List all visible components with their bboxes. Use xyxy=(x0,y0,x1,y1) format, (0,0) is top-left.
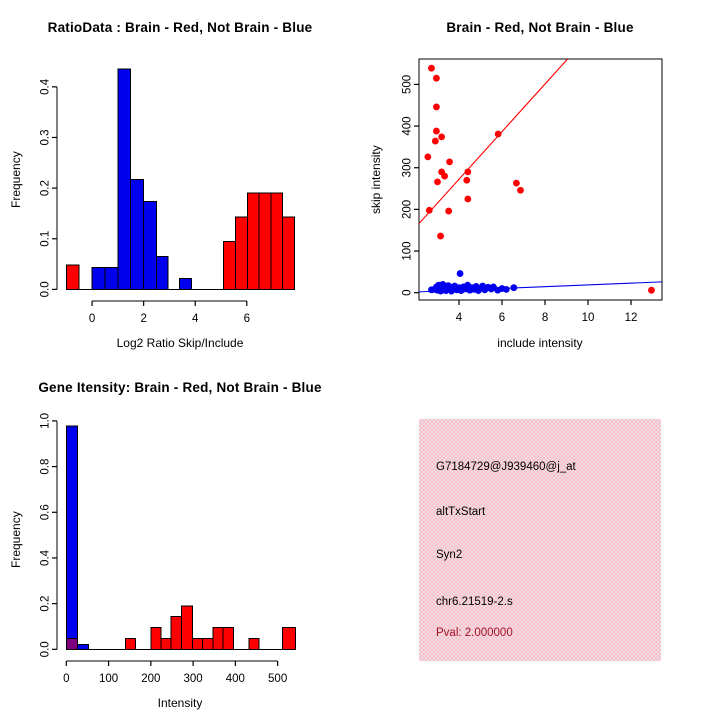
gene-intensity-histogram-xlabel: Intensity xyxy=(157,696,203,710)
svg-text:0.4: 0.4 xyxy=(39,78,52,95)
svg-text:300: 300 xyxy=(401,158,414,178)
svg-text:4: 4 xyxy=(455,312,463,324)
svg-text:500: 500 xyxy=(401,74,414,95)
svg-text:10: 10 xyxy=(581,312,595,324)
gene-info-box xyxy=(419,419,661,661)
svg-text:0.4: 0.4 xyxy=(39,549,52,566)
gene-pvalue: Pval: 2.000000 xyxy=(436,627,513,639)
panel-ratio-histogram xyxy=(0,0,360,360)
ratio-histogram-title: RatioData : Brain - Red, Not Brain - Blue xyxy=(47,20,313,35)
gene-probe-id: G7184729@J939460@j_at xyxy=(436,461,576,473)
svg-text:0.1: 0.1 xyxy=(39,230,52,247)
gene-locus: chr6.21519-2.s xyxy=(436,596,513,608)
svg-text:1.0: 1.0 xyxy=(39,412,52,429)
svg-text:2: 2 xyxy=(140,313,147,325)
svg-text:300: 300 xyxy=(183,673,203,685)
histogram-bars xyxy=(66,426,295,649)
ratio-histogram-ylabel: Frequency xyxy=(9,151,23,209)
panel-intensity-scatter xyxy=(360,0,720,360)
svg-text:200: 200 xyxy=(401,199,414,219)
gene-event-type: altTxStart xyxy=(436,506,486,518)
svg-text:100: 100 xyxy=(401,241,414,261)
histogram-bars xyxy=(66,69,294,289)
svg-text:500: 500 xyxy=(268,673,288,685)
scatter-points-blue xyxy=(428,270,517,294)
svg-text:0.3: 0.3 xyxy=(39,129,52,146)
intensity-scatter-plot xyxy=(360,0,720,360)
panel-gene-intensity-histogram xyxy=(0,360,360,720)
ratio-histogram-plot xyxy=(0,0,360,360)
svg-text:8: 8 xyxy=(541,312,549,324)
intensity-scatter-title: Brain - Red, Not Brain - Blue xyxy=(446,20,634,35)
svg-text:4: 4 xyxy=(192,313,199,325)
ratio-histogram-xlabel: Log2 Ratio Skip/Include xyxy=(116,336,244,350)
gene-intensity-histogram-title: Gene Itensity: Brain - Red, Not Brain - Blue xyxy=(38,380,322,395)
gene-symbol: Syn2 xyxy=(436,549,463,561)
svg-text:12: 12 xyxy=(624,312,638,324)
svg-text:0: 0 xyxy=(63,673,70,685)
svg-text:200: 200 xyxy=(141,673,161,685)
svg-text:0.8: 0.8 xyxy=(39,458,52,475)
gene-intensity-histogram-ylabel: Frequency xyxy=(9,511,23,569)
intensity-scatter-ylabel: skip intensity xyxy=(369,145,383,215)
regression-lines xyxy=(419,59,662,292)
gene-intensity-histogram-plot xyxy=(0,360,360,720)
svg-text:0: 0 xyxy=(401,289,414,296)
svg-text:0: 0 xyxy=(88,313,96,325)
svg-text:0.0: 0.0 xyxy=(39,641,52,658)
svg-text:0.2: 0.2 xyxy=(39,180,52,197)
svg-text:0.6: 0.6 xyxy=(39,504,52,521)
svg-text:6: 6 xyxy=(498,312,506,324)
panel-gene-info xyxy=(360,360,720,720)
intensity-scatter-xlabel: include intensity xyxy=(497,336,583,350)
svg-text:0.2: 0.2 xyxy=(39,595,52,612)
svg-text:400: 400 xyxy=(401,116,414,136)
svg-text:0.0: 0.0 xyxy=(39,281,52,298)
svg-text:6: 6 xyxy=(243,313,250,325)
svg-text:400: 400 xyxy=(225,673,245,685)
svg-text:100: 100 xyxy=(98,673,119,685)
